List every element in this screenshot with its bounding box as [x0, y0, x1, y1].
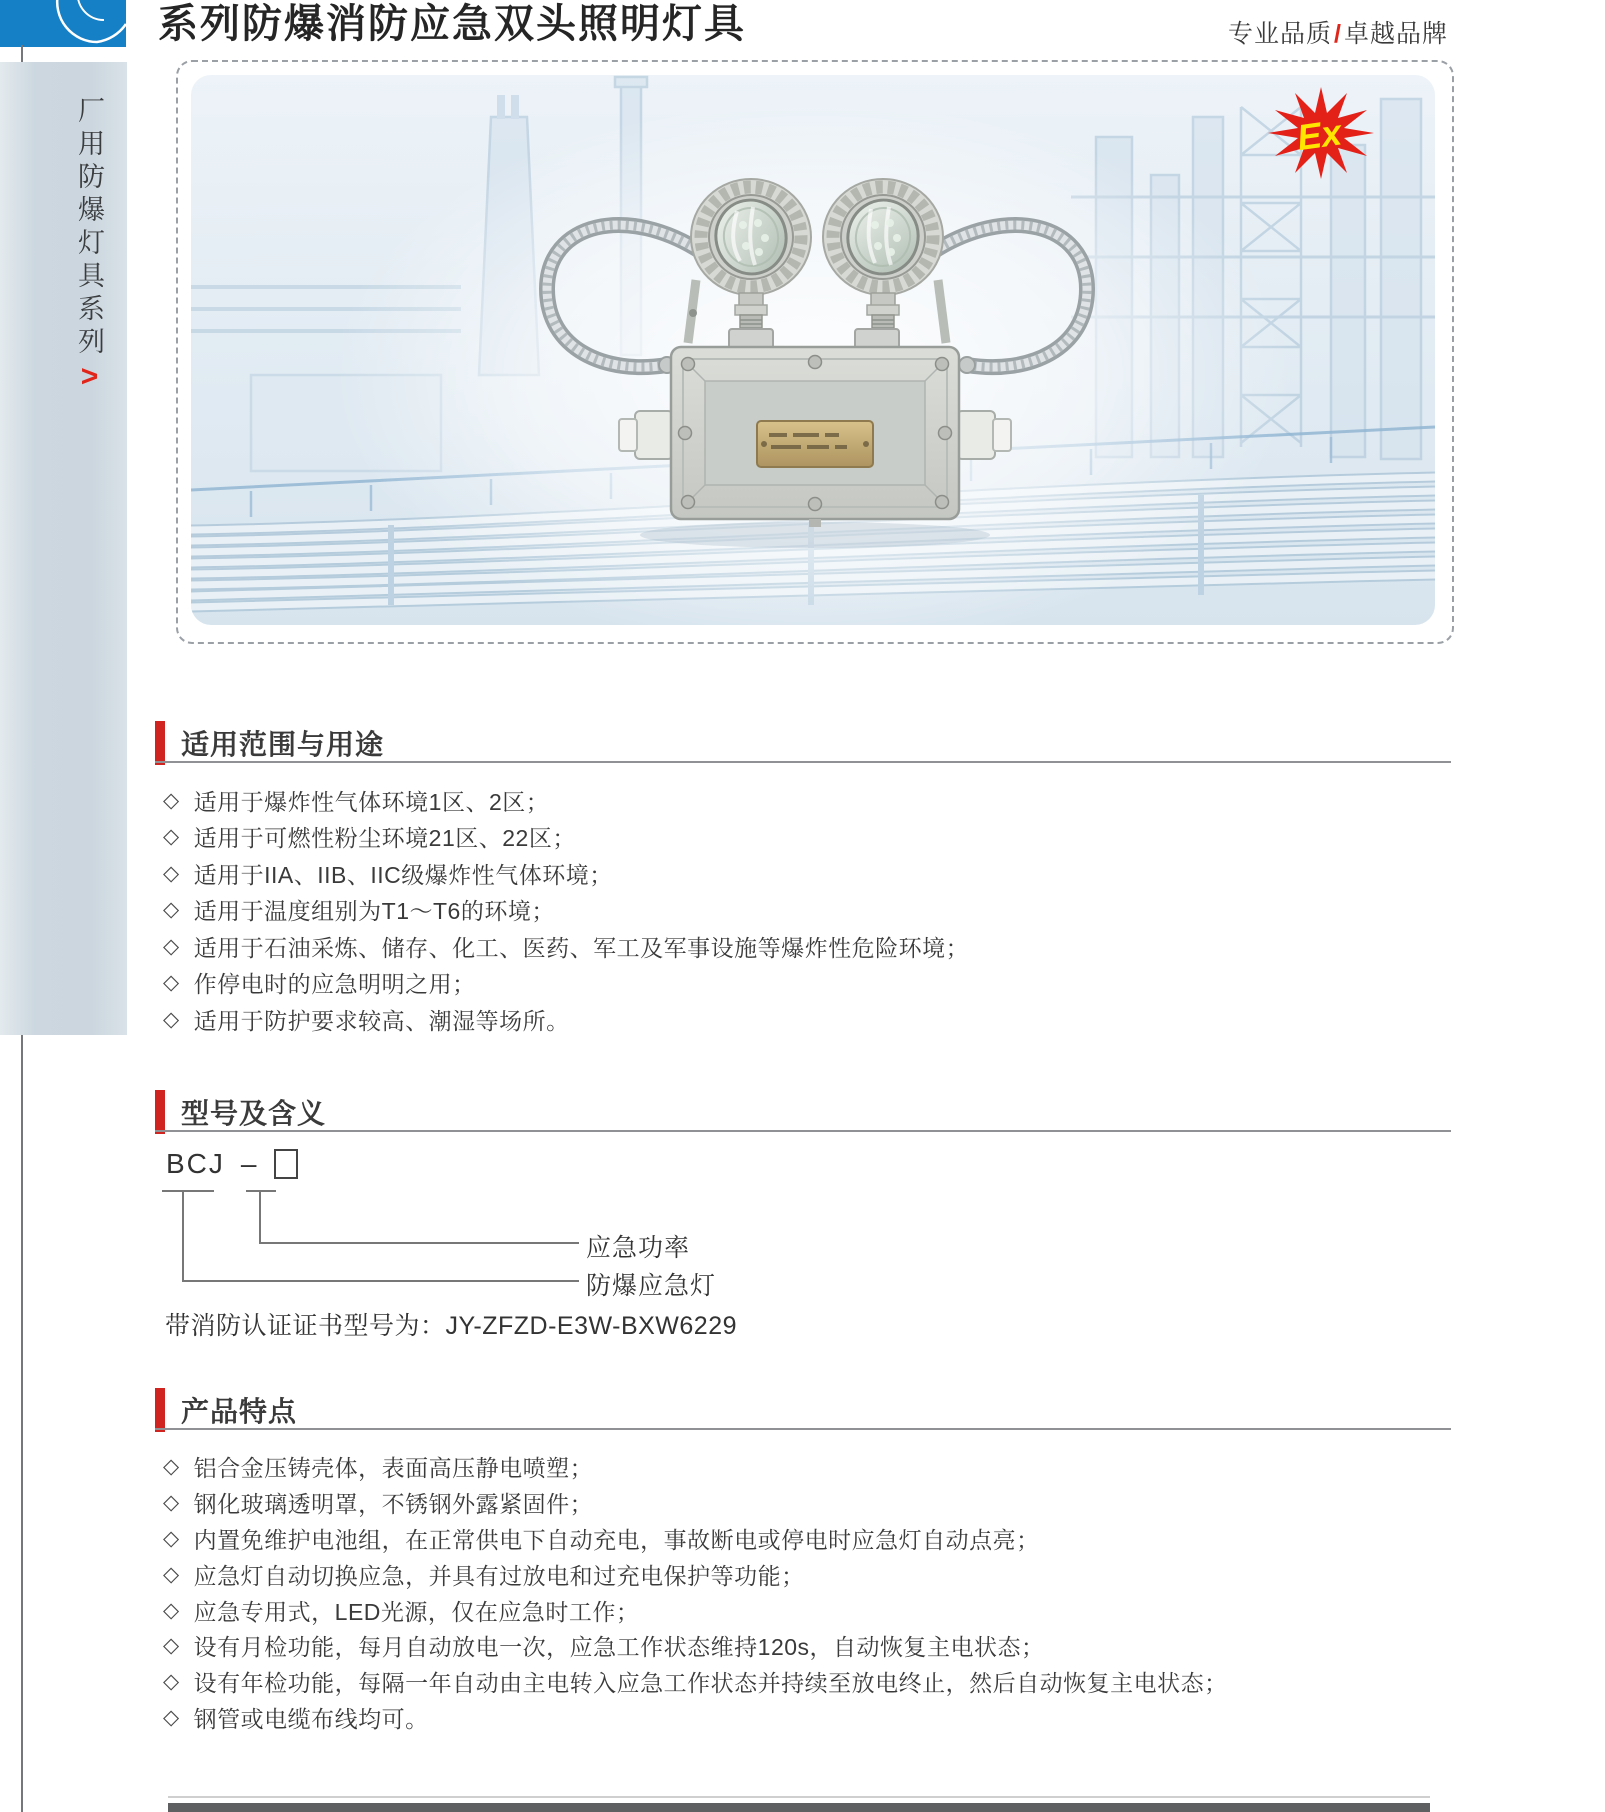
- model-underline-box: [246, 1190, 276, 1192]
- page-title: 系列防爆消防应急双头照明灯具: [158, 2, 746, 46]
- section-features-header: [155, 1388, 1451, 1434]
- features-item-text: 钢管或电缆布线均可。: [193, 1705, 429, 1732]
- diamond-bullet-icon: ◇: [163, 788, 180, 812]
- diamond-bullet-icon: ◇: [163, 971, 180, 995]
- scope-item-text: 适用于温度组别为T1～T6的环境；: [193, 898, 555, 925]
- bottom-table-rule: [168, 1796, 1430, 1798]
- diamond-bullet-icon: ◇: [163, 1491, 180, 1515]
- model-code-row: [166, 1148, 298, 1180]
- diamond-bullet-icon: ◇: [163, 898, 180, 922]
- scope-list-item: [163, 892, 969, 929]
- diamond-bullet-icon: ◇: [163, 934, 180, 958]
- nameplate: [757, 421, 873, 467]
- scope-item-text: 作停电时的应急明明之用；: [193, 971, 476, 998]
- model-connector-power-h: [259, 1242, 579, 1244]
- section-scope-header: [155, 721, 1451, 767]
- scope-item-text: 适用于可燃性粉尘环境21区、22区；: [193, 825, 576, 852]
- brand-logo: [0, 0, 126, 47]
- scope-list-item: [163, 819, 969, 856]
- features-list-item: [163, 1556, 1228, 1592]
- scope-list-item: [163, 965, 969, 1002]
- section-model-header: [155, 1090, 1451, 1136]
- model-connector-lamp-h: [182, 1280, 579, 1282]
- model-label-power: 应急功率: [586, 1234, 691, 1262]
- model-underline-prefix: [162, 1190, 214, 1192]
- model-code-prefix: BCJ: [166, 1148, 225, 1179]
- junction-box: [619, 347, 1011, 527]
- features-list-item: [163, 1521, 1228, 1557]
- sidebar-chevron-icon: >: [73, 360, 106, 399]
- features-item-text: 内置免维护电池组，在正常供电下自动充电，事故断电或停电时应急灯自动点亮；: [193, 1526, 1040, 1553]
- features-list-item: [163, 1700, 1228, 1736]
- diamond-bullet-icon: ◇: [163, 1526, 180, 1550]
- logo-swoosh-icon: [0, 0, 126, 47]
- diamond-bullet-icon: ◇: [163, 861, 180, 885]
- section-scope-title: 适用范围与用途: [181, 729, 385, 760]
- bottom-table-header-edge: [168, 1803, 1430, 1812]
- features-item-text: 铝合金压铸壳体，表面高压静电喷塑；: [193, 1455, 594, 1482]
- section-rule: [155, 1130, 1451, 1132]
- model-connector-power-v: [259, 1190, 261, 1244]
- model-connector-lamp-v: [182, 1190, 184, 1282]
- scope-item-text: 适用于防护要求较高、潮湿等场所。: [193, 1007, 570, 1034]
- photo-frame: [176, 60, 1454, 644]
- slogan-left: 专业品质: [1228, 20, 1333, 48]
- model-code-dash: –: [240, 1148, 259, 1179]
- slogan-slash: /: [1334, 20, 1342, 48]
- model-placeholder-box: [274, 1149, 298, 1179]
- diamond-bullet-icon: ◇: [163, 1562, 180, 1586]
- ex-badge-text: Ex: [1294, 111, 1344, 159]
- features-list-item: [163, 1664, 1228, 1700]
- section-rule: [155, 1428, 1451, 1430]
- model-label-lamp: 防爆应急灯: [586, 1272, 717, 1300]
- scope-item-text: 适用于石油采炼、储存、化工、医药、军工及军事设施等爆炸性危险环境；: [193, 934, 970, 961]
- scope-item-text: 适用于爆炸性气体环境1区、2区；: [193, 788, 550, 815]
- diamond-bullet-icon: ◇: [163, 1007, 180, 1031]
- scope-list-item: [163, 855, 969, 892]
- features-list-item: [163, 1592, 1228, 1628]
- features-item-text: 设有年检功能，每隔一年自动由主电转入应急工作状态并持续至放电终止，然后自动恢复主电状态；: [193, 1670, 1228, 1697]
- product-photo-illustration: [191, 75, 1435, 625]
- diamond-bullet-icon: ◇: [163, 1634, 180, 1658]
- section-rule: [155, 761, 1451, 763]
- scope-list-item: [163, 1001, 969, 1038]
- sidebar-series-text: 厂用防爆灯具系列: [74, 96, 104, 360]
- section-accent-bar: [155, 1388, 165, 1432]
- section-accent-bar: [155, 721, 165, 765]
- features-list-item: [163, 1628, 1228, 1664]
- left-arm-bolt: [689, 309, 697, 317]
- features-list-item: [163, 1485, 1228, 1521]
- section-features-title: 产品特点: [181, 1396, 298, 1427]
- diamond-bullet-icon: ◇: [163, 1705, 180, 1729]
- product-photo: [191, 75, 1435, 625]
- sidebar-series-label: [70, 96, 109, 399]
- cert-note: 带消防认证证书型号为：JY-ZFZD-E3W-BXW6229: [165, 1312, 738, 1340]
- slogan-right: 卓越品牌: [1343, 20, 1448, 48]
- box-drain: [809, 519, 821, 527]
- features-item-text: 应急灯自动切换应急，并具有过放电和过充电保护等功能；: [193, 1562, 805, 1589]
- features-item-text: 应急专用式，LED光源，仅在应急时工作；: [193, 1598, 640, 1625]
- features-item-text: 设有月检功能，每月自动放电一次，应急工作状态维持120s，自动恢复主电状态；: [193, 1634, 1045, 1661]
- diamond-bullet-icon: ◇: [163, 1670, 180, 1694]
- features-list-item: [163, 1449, 1228, 1485]
- section-accent-bar: [155, 1090, 165, 1134]
- features-item-text: 钢化玻璃透明罩，不锈钢外露紧固件；: [193, 1491, 594, 1518]
- features-list: [163, 1449, 1228, 1735]
- scope-list-item: [163, 928, 969, 965]
- section-model-title: 型号及含义: [181, 1098, 327, 1129]
- diamond-bullet-icon: ◇: [163, 1455, 180, 1479]
- scope-item-text: 适用于IIA、IIB、IIC级爆炸性气体环境；: [193, 861, 613, 888]
- brand-slogan: [1228, 14, 1448, 50]
- scope-list: [163, 782, 969, 1038]
- diamond-bullet-icon: ◇: [163, 1598, 180, 1622]
- scope-list-item: [163, 782, 969, 819]
- diamond-bullet-icon: ◇: [163, 825, 180, 849]
